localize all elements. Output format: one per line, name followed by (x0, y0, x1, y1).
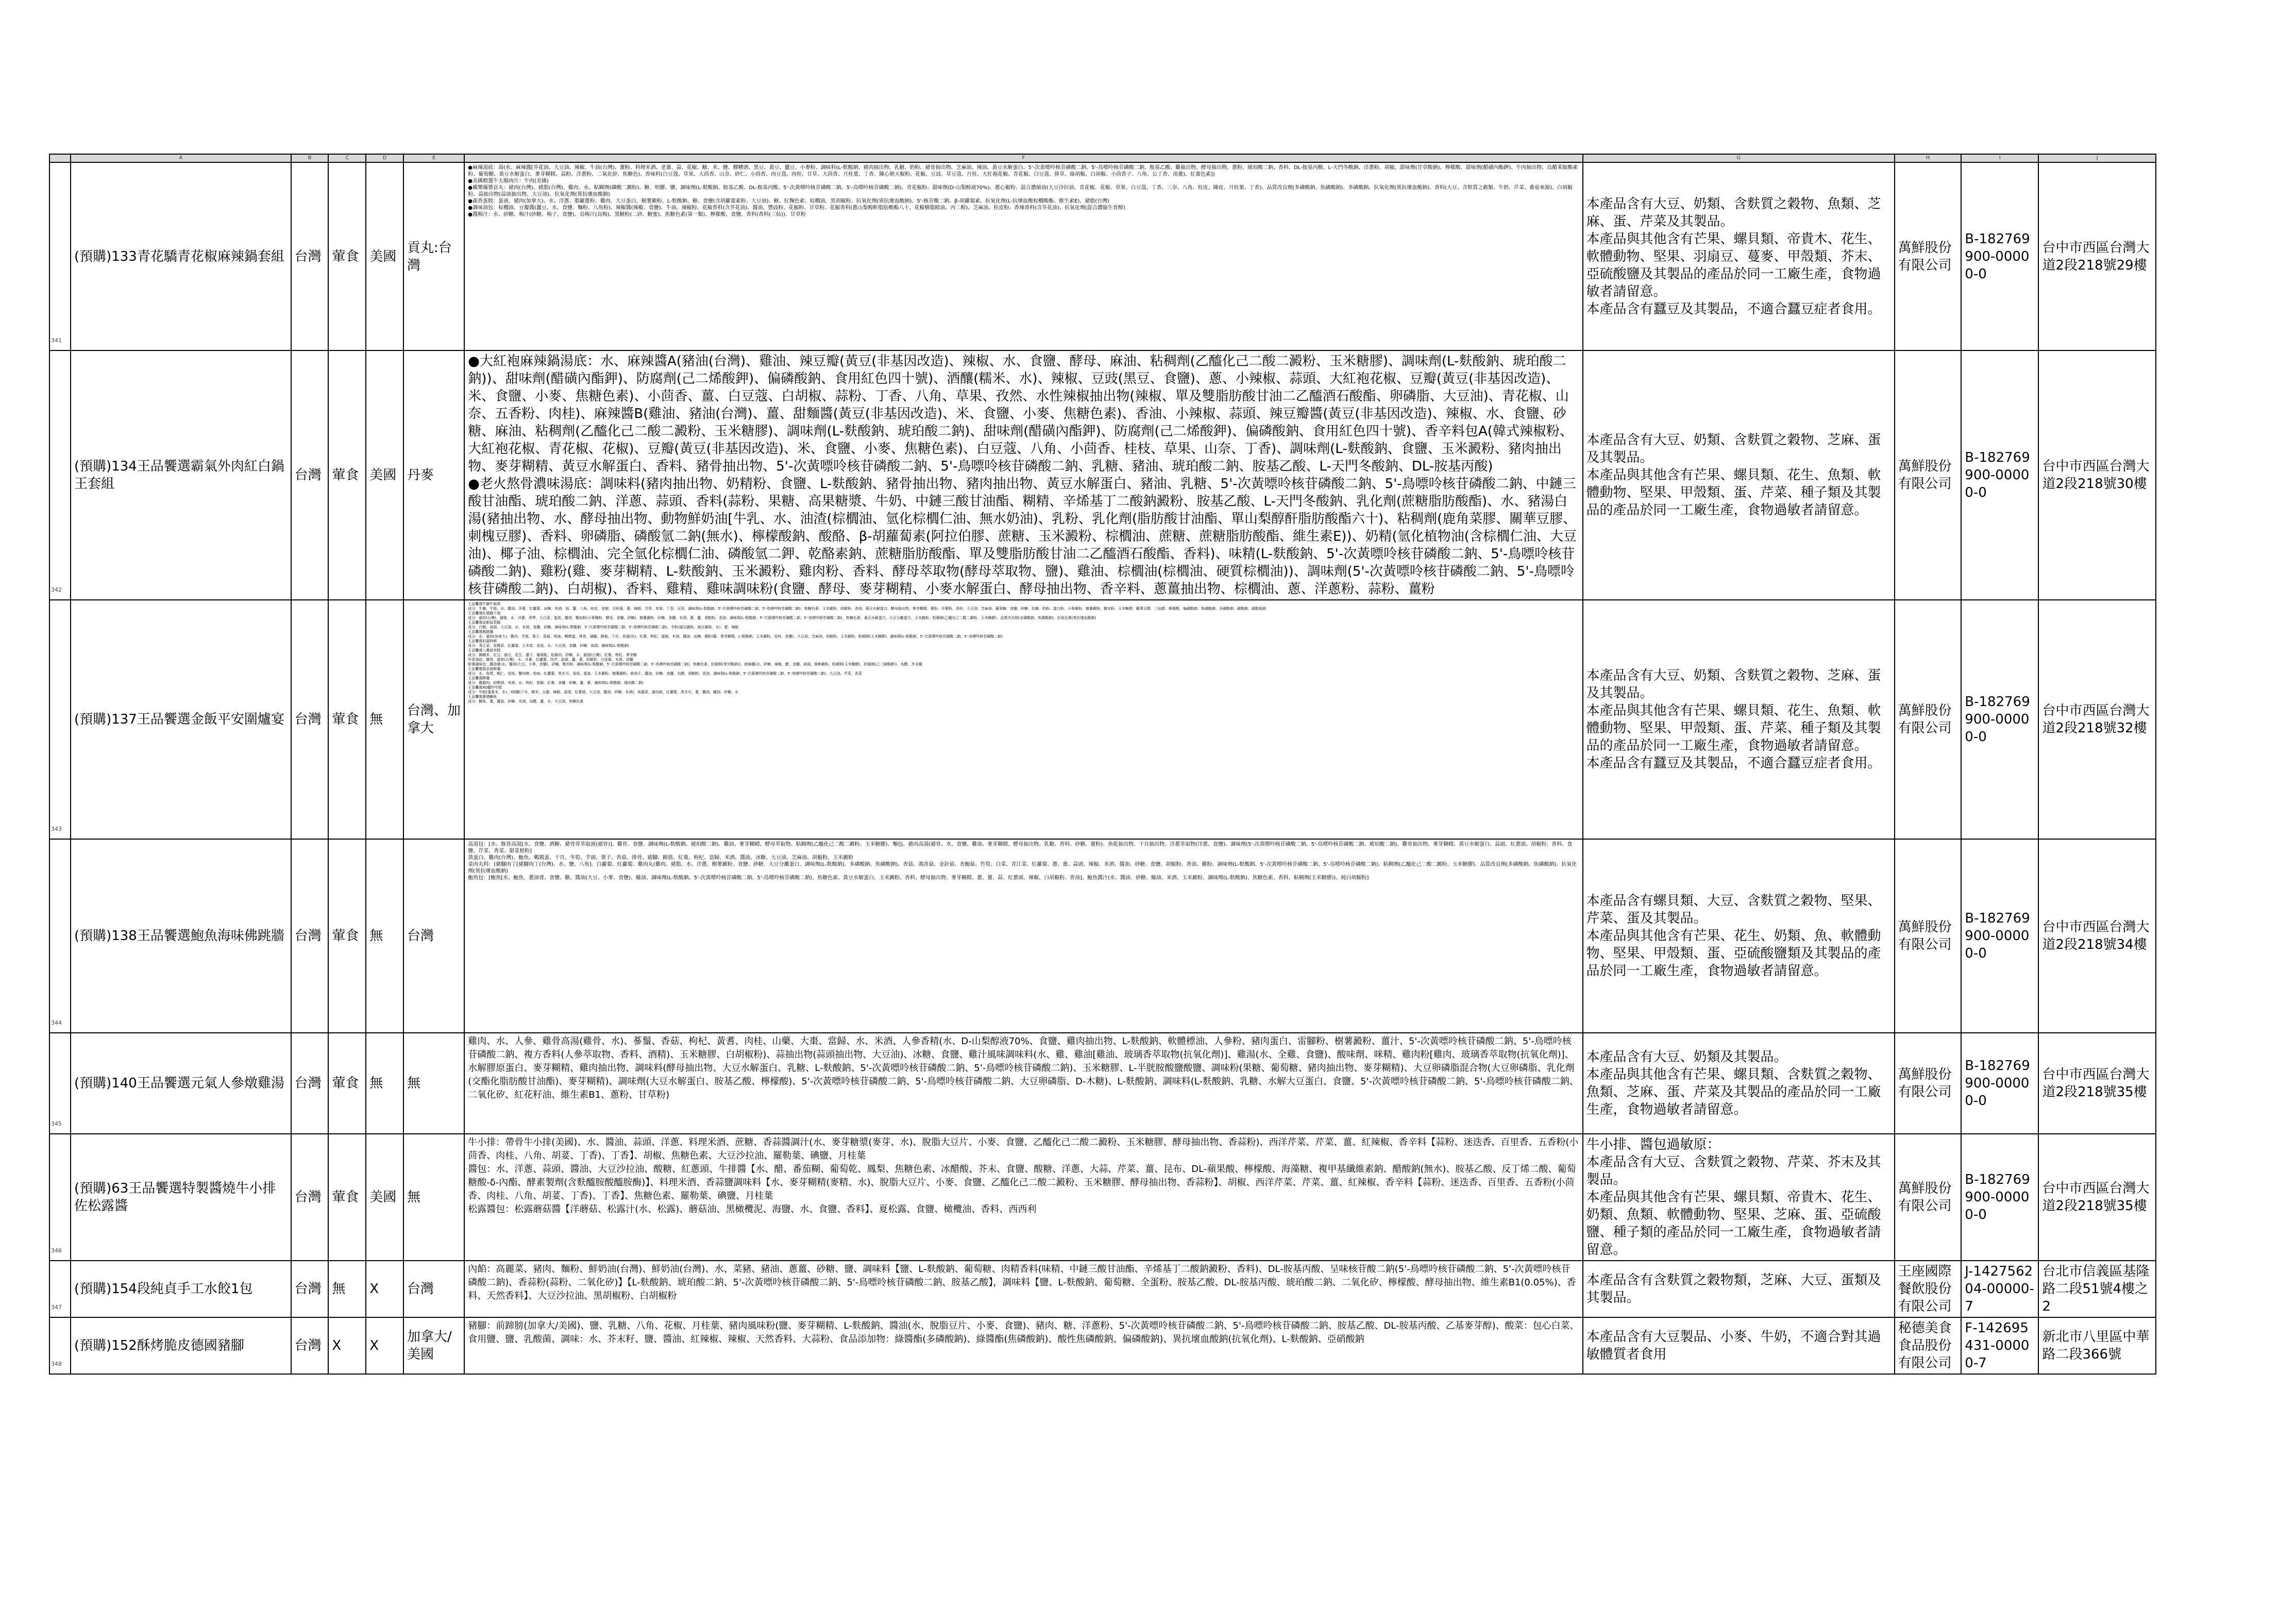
ingredient-line: 成分：牛腩、牛筋、水、醬油、洋蔥、紅蘿蔔、冰糖、米酒、蒜、薑、八角、桂皮、花椒、月桂葉、蔥、辣椒、甘草、草果、丁香、豆豉、調味劑(L-麩酸鈉、5'-次黃嘌呤核苷磷酸二鈉、5'-鳥嘌呤核苷磷酸二鈉)、焦糖色素、玉米澱粉、胡椒粉、香油、黃豆水解蛋白、酵母抽出物、麥芽糊精、蔥粉、洋蔥粉、香料、大豆油、芝麻油、葡萄糖、食鹽、砂糖、乳糖、奶粉、蛋白粉、小麥澱粉、樹薯澱粉、糯米粉、玉米糖膠、關華豆膠、三仙膠、檸檬酸、偏磷酸鈉、焦磷酸鈉、多磷酸鈉、碳酸鈉、碳酸氫鈉 (468, 607, 1266, 611)
ingredients-cell[interactable] (464, 1134, 1582, 1261)
ingredients-cell[interactable] (464, 350, 1582, 600)
table-row (49, 1033, 2156, 1134)
ingredients-cell[interactable] (464, 1261, 1582, 1317)
ingredient-line: 王品饗選牛腩牛筋煲 (468, 602, 501, 606)
row-number[interactable]: 346 (49, 1134, 71, 1261)
product-name-cell[interactable]: (預購)152酥烤脆皮德國豬腳 (71, 1317, 291, 1374)
row-number[interactable]: 348 (49, 1317, 71, 1374)
allergen-line: 本產品含有大豆、奶類、含麩質之穀物、芝麻、蛋及其製品。 (1586, 432, 1881, 465)
meat-origin-cell[interactable]: 無 (366, 1033, 403, 1134)
beef-pork-origin-cell[interactable]: 貢丸:台灣 (403, 162, 464, 350)
allergen-cell[interactable] (1583, 1033, 1895, 1134)
ingredient-line: 成分：雞腿肉、紹興酒、米酒、水、枸杞、當歸、紅棗、食鹽、砂糖、薑、蔥、調味劑(L-麩酸鈉、琥珀酸二鈉) (468, 681, 644, 685)
column-header-a[interactable]: A (71, 154, 291, 162)
column-header-b[interactable]: B (291, 154, 329, 162)
allergen-cell[interactable] (1583, 1134, 1895, 1261)
allergen-line: 本產品含有含麩質之穀物類，芝麻、大豆、蛋類及其製品。 (1586, 1273, 1881, 1305)
product-name-cell[interactable]: (預購)154段純貞手工水餃1包 (71, 1261, 291, 1317)
origin-cell[interactable]: 台灣 (291, 600, 329, 839)
ingredient-line: 雞肉、水、人參、雞骨高湯(雞骨、水)、蔘鬚、香菇、枸杞、黃耆、肉桂、山藥、大棗、當歸、水、米酒、人參香精(水、D-山梨醇液70%、食鹽、雞肉抽出物、L-麩酸鈉、軟體標油、人參粉、豬肉蛋白、雷腳粉、樹薯澱粉、薑汁、5'-次黃嘌呤核苷磷酸二鈉、5'-鳥嘌呤核苷磷酸二鈉、複方香料(人參萃取物、香料、酒精)、玉米糖膠、白胡椒粉)、蒜抽出物(蒜頭抽出物、大豆油)、冰糖、食鹽、雞汁風味調味料(水、雞、雞油[雞油、玻璃香萃取物(抗氧化劑)]、雞湯(水、全雞、食鹽)、酸味劑、咪精、雞肉粉[雞肉、玻璃香萃取物(抗氧化劑)]、水解膠原蛋白、麥芽糊精、雞肉抽出物、調味料(酵母抽出物、大豆水解蛋白、乳糖、L-麩酸鈉、5'-次黃嘌呤核苷磷酸二鈉、5'-鳥嘌呤核苷磷酸二鈉)、玉米糖膠、L-半胱胺酸鹽酸鹽、調味粉(果糖、葡萄糖、豬肉抽出物、麥芽糊精)、大豆卵磷脂混合物(大豆卵磷脂、乳化劑(交酯化脂肪酸甘油酯)、麥芽糊精)、調味劑(大豆水解蛋白、胺基乙酸、檸檬酸)、5'-次黃嘌呤核苷磷酸二鈉、5'-鳥嘌呤核苷磷酸二鈉、大豆卵磷脂、D-木糖)、L-麩酸鈉、調味料(L-麩酸鈉、乳糖、水解大豆蛋白、食鹽、5'-次黃嘌呤核苷磷酸二鈉、5'-鳥嘌呤核苷磷酸二鈉、二氧化矽、紅花籽油、維生素B1、蔥粉、甘草粉) (468, 1036, 1579, 1100)
ingredient-line: 成分：年糕(蓬萊米、水)、XO醬(干貝、蝦米、火腿、辣椒、蒜頭、紅蔥頭、大豆油、醬油、砂糖、米酒)、高麗菜、豬肉絲、紅蘿蔔、黑木耳、蔥、醬油、蠔油、砂糖、水 (468, 690, 739, 694)
allergen-line: 本產品與其他含有芒果、螺貝類、含麩質之穀物、魚類、芝麻、蛋、芹菜及其製品的產品於同一工廠生產，食物過敏者請留意。 (1586, 1067, 1881, 1117)
ingredient-line: 年菜湯底：雞骨、豬骨(台灣)、水、洋蔥、紅蘿蔔、西芹、蒜頭、薑、蔥、胡椒粒、月桂葉、米酒、食鹽 (468, 658, 633, 662)
product-name-cell[interactable]: (預購)137王品饗選金飯平安圍爐宴 (71, 600, 291, 839)
company-cell[interactable]: 萬鮮股份有限公司 (1895, 350, 1962, 600)
ingredient-line: 王品饗選XO醬炒年糕 (468, 685, 502, 690)
column-header-c[interactable]: C (328, 154, 366, 162)
company-cell[interactable]: 萬鮮股份有限公司 (1895, 839, 1962, 1033)
address-cell[interactable]: 新北市八里區中華路二段366號 (2038, 1317, 2156, 1374)
ingredient-line: 成分：水、魚漿、蝦仁、花枝、蟹肉棒、筍絲、紅蘿蔔、黑木耳、香菇、蛋液、玉米澱粉、樹薯澱粉、柴魚片、醬油、砂糖、食鹽、烏醋、胡椒粉、香油、調味劑(L-麩酸鈉、5'-次黃嘌呤核苷磷酸二鈉、5'-鳥嘌呤核苷磷酸二鈉)、大豆油、芹菜、香菜 (468, 672, 862, 676)
origin-cell[interactable]: 台灣 (291, 1134, 329, 1261)
beef-pork-origin-cell[interactable]: 無 (403, 1033, 464, 1134)
ingredient-line: 成分：白蝦、蒜頭、大豆油、水、米酒、食鹽、砂糖、調味劑(L-麩酸鈉、5'-次黃嘌呤核苷磷酸二鈉、5'-鳥嘌呤核苷磷酸二鈉)、冬粉(綠豆澱粉、豌豆澱粉、水)、蔥、辣椒 (468, 625, 739, 629)
beef-pork-origin-cell[interactable]: 無 (403, 1134, 464, 1261)
category-cell[interactable]: 葷食 (328, 350, 366, 600)
column-header-row (49, 154, 2156, 162)
allergen-line: 本產品含有大豆、含麩質之穀物、芹菜、芥末及其製品。 (1586, 1154, 1881, 1187)
company-cell[interactable]: 萬鮮股份有限公司 (1895, 162, 1962, 350)
meat-origin-cell[interactable]: 無 (366, 839, 403, 1033)
table-row (49, 600, 2156, 839)
origin-cell[interactable]: 台灣 (291, 350, 329, 600)
product-table (49, 154, 2156, 1375)
category-cell[interactable]: 葷食 (328, 162, 366, 350)
origin-cell[interactable]: 台灣 (291, 839, 329, 1033)
row-number[interactable]: 341 (49, 162, 71, 350)
column-header-h[interactable]: H (1895, 154, 1962, 162)
allergen-cell[interactable] (1583, 1317, 1895, 1374)
category-cell[interactable]: 葷食 (328, 600, 366, 839)
allergen-cell[interactable] (1583, 1261, 1895, 1317)
ingredient-line: 成分：豬肉(台灣)、豬脂、水、洋蔥、荸薺、大白菜、蛋液、醬油、麵包粉(小麥麵粉、酵母、食鹽、砂糖)、樹薯澱粉、砂糖、食鹽、米酒、蔥、薑、胡椒粉、香油、調味劑(L-麩酸鈉、5'-次黃嘌呤核苷磷酸二鈉、5'-鳥嘌呤核苷磷酸二鈉)、焦糖色素、黃豆水解蛋白、大豆分離蛋白、玉米澱粉、粘稠劑(乙醯化己二酸二澱粉、玉米糖膠)、品質改良劑(多磷酸鈉、焦磷酸鈉)、抗氧化劑(異抗壞血酸鈉) (468, 616, 1096, 620)
column-header-g[interactable]: G (1583, 154, 1895, 162)
ingredient-line: 成分：水、豬肉(加拿大)、雞肉、芋頭、栗子、香菇、筍絲、鵪鶉蛋、排骨、豬腳、蹄筋、干貝、魚翅(仿)、紅棗、枸杞、當歸、米酒、醬油、冰糖、雞粉(雞、麥芽糊精、L-麩酸鈉、玉米澱粉、香料、食鹽)、大豆油、芝麻油、胡椒粉、玉米澱粉、粘稠劑(玉米糖膠)、調味劑(L-麩酸鈉、5'-次黃嘌呤核苷磷酸二鈉、5'-鳥嘌呤核苷磷酸二鈉) (468, 634, 1003, 639)
beef-pork-origin-cell[interactable]: 台灣 (403, 1261, 464, 1317)
column-header-d[interactable]: D (366, 154, 403, 162)
origin-cell[interactable]: 台灣 (291, 1261, 329, 1317)
company-cell[interactable]: 秘德美食食品股份有限公司 (1895, 1317, 1962, 1374)
meat-origin-cell[interactable]: 美國 (366, 1134, 403, 1261)
table-row (49, 1134, 2156, 1261)
origin-cell[interactable]: 台灣 (291, 1317, 329, 1374)
company-cell[interactable]: 萬鮮股份有限公司 (1895, 1033, 1962, 1134)
ingredient-line: 鮑魚包：[鮑魚[水、鮑魚、蔥油膏、食鹽、糖、醬油(大豆、小麥、食鹽)、蠔油、調味劑(L-麩酸鈉、5'-次黃嘌呤核苷磷酸二鈉、5'-鳥嘌呤核苷磷酸二鈉)、焦糖色素、黃豆水解蛋白、玉米澱粉、香料、酵母抽出物、麥芽糊精、蔥、薑、蒜、紅蔥頭、辣椒、白胡椒粉、香油]、鮑魚醬汁(水、醬油、砂糖、蠔油、米酒、玉米澱粉、調味劑(L-麩酸鈉)、焦糖色素、香料、粘稠劑(玉米糖膠))、純白胡椒粉] (468, 875, 1369, 881)
column-header-i[interactable]: I (1961, 154, 2038, 162)
spreadsheet (49, 154, 2156, 1375)
ingredient-line: 王品饗選醉雞 (468, 676, 490, 680)
meat-origin-cell[interactable]: 無 (366, 600, 403, 839)
category-cell[interactable]: 無 (328, 1261, 366, 1317)
ingredients-cell[interactable] (464, 600, 1582, 839)
table-row (49, 162, 2156, 350)
category-cell[interactable]: X (328, 1317, 366, 1374)
column-header-j[interactable]: J (2038, 154, 2156, 162)
origin-cell[interactable]: 台灣 (291, 162, 329, 350)
beef-pork-origin-cell[interactable]: 加拿大/美國 (403, 1317, 464, 1374)
beef-pork-origin-cell[interactable]: 台灣 (403, 839, 464, 1033)
ingredient-line: 菜肉丸料：(豬腳肉丁[豬腳肉丁(台灣)、水、鹽、八角]、白蘿蔔、紅蘿蔔、雞肉丸(雞肉、豬脂、水、洋蔥、樹薯澱粉、食鹽、砂糖、大豆分離蛋白、調味劑(L-麩酸鈉)、多磷酸鈉、焦磷酸鈉)、香菇、鴻喜菇、金針菇、杏鮑菇、竹筍、白菜、青江菜、紅蘿蔔、蔥、薑、蒜頭、辣椒、米酒、醬油、砂糖、食鹽、胡椒粉、香油、雞粉、調味劑(L-麩酸鈉、5'-次黃嘌呤核苷磷酸二鈉、5'-鳥嘌呤核苷磷酸二鈉)、粘稠劑(乙醯化己二酸二澱粉、玉米糖膠)、品質改良劑(多磷酸鈉、焦磷酸鈉)、抗氧化劑(異抗壞血酸鈉) (468, 862, 1577, 874)
product-name-cell[interactable]: (預購)133青花驕青花椒麻辣鍋套組 (71, 162, 291, 350)
beef-pork-origin-cell[interactable]: 丹麥 (403, 350, 464, 600)
ingredient-line: 王品饗選黃金海鮮羹 (468, 667, 501, 671)
ingredient-line: ●大紅袍麻辣鍋湯底：水、麻辣醬A(豬油(台灣)、雞油、辣豆瓣(黃豆(非基因改造)、辣椒、水、食鹽、酵母、麻油、粘稠劑(乙醯化己二酸二澱粉、玉米糖膠)、調味劑(L-麩酸鈉、琥珀酸二鈉))、甜味劑(醋磺內酯鉀)、防腐劑(己二烯酸鉀)、偏磷酸鈉、食用紅色四十號)、酒釀(糯米、水)、辣椒、豆豉(黑豆、食鹽)、蔥、小辣椒、蒜頭、大紅袍花椒、豆瓣(黃豆(非基因改造)、米、食鹽、小麥、焦糖色素)、小茴香、薑、白豆蔻、白胡椒、蒜粉、丁香、八角、草果、孜然、水性辣椒抽出物(辣椒、單及雙脂肪酸甘油二乙醯酒石酸酯、卵磷脂、大豆油)、青花椒、山奈、五香粉、肉桂)、麻辣醬B(雞油、豬油(台灣)、薑、甜麵醬(黃豆(非基因改造)、米、食鹽、小麥、焦糖色素)、香油、小辣椒、蒜頭、辣豆瓣醬(黃豆(非基因改造)、辣椒、水、食鹽、砂糖、麻油、粘稠劑(乙醯化己二酸二澱粉、玉米糖膠)、調味劑(L-麩酸鈉、琥珀酸二鈉)、甜味劑(醋磺內酯鉀)、防腐劑(己二烯酸鉀)、偏磷酸鈉、食用紅色四十號)、香辛料包A(韓式辣椒粉、大紅袍花椒、青花椒、花椒)、豆瓣(黃豆(非基因改造)、米、食鹽、小麥、焦糖色素)、白豆蔻、八角、小茴香、桂枝、草果、山奈、丁香)、調味劑(L-麩酸鈉、食鹽、玉米澱粉、豬肉抽出物、麥芽糊精、黃豆水解蛋白、香料、豬骨抽出物、5'-次黃嘌呤核苷磷酸二鈉、5'-鳥嘌呤核苷磷酸二鈉、乳糖、豬油、琥珀酸二鈉、胺基乙酸、L-天門冬酸鈉、DL-胺基丙酸) (468, 354, 1573, 474)
ingredient-line: ●老火熬骨濃味湯底：調味料(豬肉抽出物、奶精粉、食鹽、L-麩酸鈉、豬骨抽出物、豬肉抽出物、黃豆水解蛋白、豬油、乳糖、5'-次黃嘌呤核苷磷酸二鈉、5'-鳥嘌呤核苷磷酸二鈉、中鏈三酸甘油酯、琥珀酸二鈉、洋蔥、蒜頭、香料(蒜粉、果糖、高果糖漿、牛奶、中鏈三酸甘油酯、糊精、辛烯基丁二酸鈉澱粉、胺基乙酸、L-天門冬酸鈉、乳化劑(蔗糖脂肪酸酯)、水、豬湯白湯(豬抽出物、水、酵母抽出物、動物鮮奶油[牛乳、水、油渣(棕櫚油、氫化棕櫚仁油、無水奶油)、乳粉、乳化劑(脂肪酸甘油酯、單山梨醇酐脂肪酸酯六十)、粘稠劑(鹿角菜膠、關華豆膠、刺槐豆膠)、香料、卵磷脂、磷酸氫二鈉(無水)、檸檬酸鈉、酸酪、β-胡蘿蔔素(阿拉伯膠、蔗糖、玉米澱粉、棕櫚油、蔗糖、蔗糖脂肪酸酯、維生素E))、奶精(氫化植物油(含棕櫚仁油、大豆油)、椰子油、棕櫚油、完全氫化棕櫚仁油、磷酸氫二鉀、乾酪素鈉、蔗糖脂肪酸酯、單及雙脂肪酸甘油二乙醯酒石酸酯、香料)、味精(L-麩酸鈉、5'-次黃嘌呤核苷磷酸二鈉、5'-鳥嘌呤核苷磷酸二鈉)、雞粉(雞、麥芽糊精、L-麩酸鈉、玉米澱粉、雞肉粉、香料、酵母萃取物(酵母萃取物、鹽)、雞油、棕櫚油(棕櫚油、硬質棕櫚油))、調味劑(5'-次黃嘌呤核苷磷酸二鈉、5'-鳥嘌呤核苷磷酸二鈉)、白胡椒)、香料、雞精、雞味調味粉(食鹽、酵母、麥芽糊精、小麥水解蛋白、酵母抽出物、香辛料、蔥薑抽出物、棕櫚油、蔥、洋蔥粉、蒜粉、薑粉 (468, 476, 1577, 597)
allergen-cell[interactable] (1583, 600, 1895, 839)
ingredient-line: ●戴樂爆漿貢丸：豬肉(台灣)、豬脂(台灣)、雞肉、水、粘糊劑(磷酸二澱粉)、糖、明膠、鹽、調味劑(L-麩酸鈉、胺基乙酸、DL-胺基丙酸、5'-次黃嘌呤核苷磷酸二鈉、5'-鳥嘌呤核苷磷酸二鈉)、青花椒粉、甜味劑(D-山梨醇液70%)、蔥心椒粉、混合濃縮油(大豆沙拉油、青花椒、花椒、草果、白豆蔻、丁香、三奈、八角、桂皮、陳皮、月桂葉、丁香)、品質改良劑(多磷酸鈉、焦磷酸鈉)、多磷酸鈉、抗氧化劑(異抗壞血酸鈉)、香料(大豆、含麩質之穀類、牛奶、芹菜、番茄來源)、白胡椒粉、蒜抽出物(蒜頭抽出物、大豆油)、抗氧化劑(異抗壞血酸鈉) (468, 185, 1573, 197)
allergen-line: 本產品含有大豆、奶類、含麩質之穀物、魚類、芝麻、蛋、芹菜及其製品。 (1586, 196, 1881, 229)
category-cell[interactable]: 葷食 (328, 839, 366, 1033)
registration-number-cell[interactable]: B-182769900-00000-0 (1961, 350, 2038, 600)
table-row (49, 1261, 2156, 1317)
company-cell[interactable]: 萬鮮股份有限公司 (1895, 600, 1962, 839)
row-number[interactable]: 343 (49, 600, 71, 839)
row-number[interactable]: 347 (49, 1261, 71, 1317)
product-name-cell[interactable]: (預購)140王品饗選元氣人參燉雞湯 (71, 1033, 291, 1134)
allergen-cell[interactable] (1583, 839, 1895, 1033)
address-cell[interactable]: 台中市西區台灣大道2段218號34樓 (2038, 839, 2156, 1033)
ingredient-line: 王品饗選彩蔬時鮮 (468, 639, 497, 643)
category-cell[interactable]: 葷食 (328, 1134, 366, 1261)
allergen-line: 本產品含有大豆製品、小麥、牛奶，不適合對其過敏體質者食用 (1586, 1329, 1881, 1362)
ingredient-line: 王品饗選八寶甜米糕 (468, 648, 501, 652)
allergen-line: 本產品含有大豆、奶類及其製品。 (1586, 1049, 1787, 1065)
row-number[interactable]: 342 (49, 350, 71, 600)
registration-number-cell[interactable]: B-182769900-00000-0 (1961, 162, 2038, 350)
ingredient-line: 松露醬包：松露蘑菇醬【洋蘑菇、松露汁(水、松露)、蘑菇油、黑橄欖泥、海鹽、水、食鹽、香料】、夏松露、食鹽、橄欖油、香料、西西利 (468, 1204, 1037, 1215)
ingredient-line: 成分：青江菜、花椰菜、紅蘿蔔、玉米筍、香菇、水、大豆油、食鹽、砂糖、蒜頭、調味劑(L-麩酸鈉) (468, 644, 630, 648)
allergen-line: 本產品含有蠶豆及其製品，不適合蠶豆症者食用。 (1586, 301, 1881, 317)
ingredient-line: 成分：鯽魚、蔥、醬油、砂糖、米酒、烏醋、薑、水、大豆油、焦糖色素 (468, 699, 584, 704)
ingredient-line: 王品饗選佛跳牆 (468, 630, 494, 634)
company-cell[interactable]: 王座國際餐飲股份有限公司 (1895, 1261, 1962, 1317)
ingredient-line: 附餐調味包：醬油膏(水、醬油(大豆、小麥、食鹽)、砂糖、糯米粉、調味劑(L-麩酸鈉、5'-次黃嘌呤核苷磷酸二鈉、5'-鳥嘌呤核苷磷酸二鈉)、焦糖色素、防腐劑(苯甲酸鈉))、甜辣醬(水、砂糖、辣椒、醋、食鹽、蒜頭、修飾澱粉、粘稠劑(玉米糖膠)、防腐劑(己二烯酸鉀))、烏醋、芥末醬 (468, 662, 922, 666)
ingredient-line: ●調味油包：棕櫚油、豆瓣醬(蠶豆、水、食鹽、麵粉、八角粉)、辣椒醬(辣椒、食鹽)、牛油、辣椒粉、花椒香料(含芥花油)、醬油、豐豉粉、花椒粉、甘草粉、花椒香料(蔥山梨醇酐脂肪酸酯八十、花椒樹脂精油、丙二醇)、芝麻油、桂皮粉、香辣香料(含芥花油)、抗氧化劑(混合濃縮生育醇) (468, 205, 1125, 211)
registration-number-cell[interactable]: B-182769900-00000-0 (1961, 600, 2038, 839)
row-number[interactable]: 345 (49, 1033, 71, 1134)
registration-number-cell[interactable]: B-182769900-00000-0 (1961, 1033, 2038, 1134)
product-name-cell[interactable]: (預購)63王品饗選特製醬燒牛小排佐松露醬 (71, 1134, 291, 1261)
ingredient-line: 豬腳：前蹄膀(加拿大/美國)、鹽、乳糖、八角、花椒、月桂葉、豬肉風味粉(鹽、麥芽糊精、L-麩酸鈉、醬油(水、脫脂豆片、小麥、食鹽)、豬肉、糖、洋蔥粉、5'-次黃嘌呤核苷磷酸二鈉、5'-鳥嘌呤核苷磷酸二鈉、胺基乙酸、DL-胺基丙酸、乙基麥芽醇)、酸菜：包心白菜、食用鹽、鹽、乳酸菌、調味：水、芥末籽、鹽、醬油、紅辣椒、辣椒、天然香料、大蒜粉、食品添加物：綠醬酯(多磷酸鈉)、綠醬酯(焦磷酸鈉)、酸性焦磷酸鈉、偏磷酸鈉)、異抗壞血酸鈉(抗氧化劑)、L-麩酸鈉、亞硝酸鈉 (468, 1320, 1579, 1345)
address-cell[interactable]: 台中市西區台灣大道2段218號32樓 (2038, 600, 2156, 839)
meat-origin-cell[interactable]: X (366, 1317, 403, 1374)
allergen-line: 牛小排、醬包過敏原： (1586, 1137, 1720, 1152)
corner-cell (49, 154, 71, 162)
product-name-cell[interactable]: (預購)134王品饗選霸氣外肉紅白鍋王套組 (71, 350, 291, 600)
registration-number-cell[interactable]: B-182769900-00000-0 (1961, 1134, 2038, 1261)
ingredient-line: ●美國精選牛大腸肉片：牛肉(美國) (468, 178, 549, 184)
address-cell[interactable]: 台中市西區台灣大道2段218號35樓 (2038, 1033, 2156, 1134)
ingredients-cell[interactable] (464, 839, 1582, 1033)
ingredient-line: 王品饗選金銀蒜蒸蝦 (468, 621, 501, 625)
allergen-line: 本產品與其他含有芒果、螺貝類、帝貴木、花生、奶類、魚類、軟體動物、堅果、芝麻、蛋、亞硫酸鹽、種子類的產品於同一工廠生產，食物過敏者請留意。 (1586, 1190, 1881, 1258)
table-row (49, 1317, 2156, 1374)
address-cell[interactable]: 台中市西區台灣大道2段218號30樓 (2038, 350, 2156, 600)
allergen-line: 本產品與其他含有芒果、花生、奶類、魚、軟體動物、堅果、甲殼類、蛋、亞硫酸鹽類及其製品的產品於同一工廠生產，食物過敏者請留意。 (1586, 928, 1881, 979)
ingredient-line: 內餡：高麗菜、豬肉、麵粉、鮮奶油(台灣)、鮮奶油(台灣)、水、菜豬、豬油、蔥薑、砂糖、鹽、調味料【鹽、L-麩酸鈉、葡萄糖、肉精香料(味精、中鏈三酸甘油酯、辛烯基丁二酸鈉澱粉、香料)、DL-胺基丙酸、呈味核苷酸二鈉(5'-鳥嘌呤核苷磷酸二鈉、5'-次黃嘌呤核苷磷酸二鈉)、香蒜粉(蒜粉、二氧化矽)】【L-麩酸鈉、琥珀酸二鈉、5'-次黃嘌呤核苷磷酸二鈉、5'-鳥嘌呤核苷磷酸二鈉、胺基乙酸】，調味料【鹽、L-麩酸鈉、葡萄糖、全蛋粉、胺基乙酸、DL-胺基丙酸、琥珀酸二鈉、二氧化矽、檸檬酸、酵母抽出物、維生素B1(0.05%)、香料、天然香料】、大豆沙拉油、黑胡椒粉、白胡椒粉 (468, 1264, 1576, 1301)
ingredient-line: 蒸蛋白、雞肉(台灣)、鮑魚、鵪鶉蛋、干貝、冬筍、芋頭、栗子、香菇、排骨、豬腳、蹄筋、紅棗、枸杞、當歸、米酒、醬油、冰糖、大豆油、芝麻油、胡椒粉、玉米澱粉 (468, 855, 854, 861)
ingredient-line: 高湯包：[水、豚骨高湯[水、食鹽、酒糖、豬骨骨萃取液(豬骨)]、雞骨、食鹽、調味劑(L-麩酸鈉、琥珀酸二鈉)、雞油、麥芽糊精、酵母萃取物、粘稠劑(乙醯化己二酸二澱粉、玉米糖膠)、麵包、豬肉高湯(豬骨、水、食鹽、雞油、麥芽糊精、酵母抽出物、乳糖、香料、砂糖、薑粉)、魚乾抽出物、干貝抽出物、洋蔥萃取物(洋蔥、食鹽)、調味劑(5'-次黃嘌呤核苷磷酸二鈉、5'-鳥嘌呤核苷磷酸二鈉、琥珀酸二鈉)、雞骨抽出物、麥芽糊精、黃豆水解蛋白、蒜頭、紅蔥頭、胡椒粉、香料、食鹽、芹菜、香菜、甜菜根粉] (468, 842, 1573, 854)
allergen-line: 本產品與其他含有芒果、螺貝類、花生、魚類、軟體動物、堅果、甲殼類、蛋、芹菜、種子類及其製品的產品於同一工廠生產，食物過敏者請留意。 (1586, 467, 1881, 518)
address-cell[interactable]: 台中市西區台灣大道2段218號35樓 (2038, 1134, 2156, 1261)
beef-pork-origin-cell[interactable]: 台灣、加拿大 (403, 600, 464, 839)
allergen-line: 本產品含有蠶豆及其製品，不適合蠶豆症者食用。 (1586, 756, 1881, 771)
registration-number-cell[interactable]: J-142756204-00000-7 (1961, 1261, 2038, 1317)
ingredient-line: ●麻辣湯底：湯(水、麻辣醬[芥花油、大豆油、辣椒、牛油(台灣)、薑粉、料理米酒、老薑、蒜、花椒、糖、米、鹽、醪糟酒、黑豆、黃豆、蠶豆、小麥粉、調味料(L-麩酸鈉、豬肉抽出物、乳糖、奶粉、豬骨抽出物、芝麻油、辣油、黃豆水解蛋白、5'-次黃嘌呤核苷磷酸二鈉、5'-鳥嘌呤核苷磷酸二鈉、胺基乙酸、雞抽出物、酵母抽出物、蔥粉、琥珀酸二鈉、香料、DL-胺基丙酸、L-天門冬酸鈉、洋蔥粉、胡椒、甜味劑(甘草酸鈉)、檸檬酸、甜味劑(醋磺內酯鉀)、牛肉抽出物、烏醋苯胺酸素粉、葡萄糖、黃豆水解蛋白、麥芽糊精、蒜粉、洋蔥粉、二氧化矽、焦糖色)、香味料(白豆蔻、草果、大茴香、山奈、砂仁、小茴香、肉豆蔻、肉桂、甘草、大茴香、月桂葉、丁香、陳心朝天椒粉、花椒、豆豉、草豆蔻、月桂、大紅袍花椒、青花椒、白豆蔻、排草、綠胡椒、白胡椒、小茴香子、八角、公丁香、南薑)、紅棗色素]) (468, 165, 1578, 177)
company-cell[interactable]: 萬鮮股份有限公司 (1895, 1134, 1962, 1261)
allergen-cell[interactable] (1583, 162, 1895, 350)
ingredient-line: ●蔬香蛋餃：蛋液、豬肉(加拿大)、水、洋蔥、脂蘿蔥粉、雞肉、大豆蛋白、樹薯澱粉、L-麩酸鈉、糖、食鹽(含胡蘿蔔素粉、大豆油)、糖、紅麴色素、棕櫚油、黑胡椒粉、抗氧化劑(異抗壞血酸鈉)、5'-核苷酸二鈉、β-胡蘿蔔素、抗氧化劑(L-抗壞血酸棕櫚酸酯、維生素E)、豬脂(台灣) (468, 198, 1110, 204)
meat-origin-cell[interactable]: 美國 (366, 162, 403, 350)
ingredients-cell[interactable] (464, 1033, 1582, 1134)
table-row (49, 350, 2156, 600)
allergen-cell[interactable] (1583, 350, 1895, 600)
ingredient-line: 醬包：水、洋蔥、蒜頭、醬油、大豆沙拉油、酸糖、紅蔥頭、牛排醬【水、醋、番茄糊、葡萄乾、鳳梨、焦糖色素、冰醋酸、芥末、食鹽、酸糖、洋蔥、大蒜、芹菜、薑、昆布、DL-蘋果酸、檸檬酸、海藻糖、複甲基纖維素鈉、醋酸鈉(無水)、胺基乙酸、反丁烯二酸、葡萄糖酸-δ-內酯、酵素製劑(含麩醯胺酸醯胺酶)】、料理米酒、香蒜鹽調味料【水、麥芽糊精(麥精、水)、脫脂大豆片、小麥、食鹽、乙醯化己二酸二澱粉、玉米糖膠、酵母抽出物、香蒜粉】、胡椒、西洋芹菜、芹菜、薑、紅辣椒、香辛料【蒜粉、迷迭香、百里香、五香粉(小茴香、肉桂、八角、胡荽、丁香)、丁香】、焦糖色素、羅勒葉、碘鹽、月桂葉 (468, 1164, 1576, 1201)
allergen-line: 本產品含有大豆、奶類、含麩質之穀物、芝麻、蛋及其製品。 (1586, 668, 1881, 701)
column-header-f[interactable]: F (464, 154, 1582, 162)
address-cell[interactable]: 台中市西區台灣大道2段218號29樓 (2038, 162, 2156, 350)
ingredient-line: ●醬梅汁：水、砂糖、梅汁(砂糖、梅子、食鹽)、烏梅汁(烏梅)、黑糖粉(二砂、糖蜜)、焦糖色素(第一類)、檸檬酸、食鹽、香料(香料(三仙))、甘草粉 (468, 212, 806, 217)
table-row (49, 839, 2156, 1033)
ingredients-cell[interactable] (464, 162, 1582, 350)
row-number[interactable]: 344 (49, 839, 71, 1033)
allergen-line: 本產品含有螺貝類、大豆、含麩質之穀物、堅果、芹菜、蛋及其製品。 (1586, 893, 1881, 926)
meat-origin-cell[interactable]: 美國 (366, 350, 403, 600)
ingredient-line: 成分：圓糯米、紅豆、綠豆、花生、蓮子、葡萄乾、桂圓肉、砂糖、水、豬油(台灣)、紅棗、枸杞、麥芽糖 (468, 653, 637, 657)
category-cell[interactable]: 葷食 (328, 1033, 366, 1134)
ingredient-line: 牛小排：帶骨牛小排(美國)、水、醬油、蒜頭、洋蔥、料理米酒、蔗糖、香蒜醬調汁(水、麥芽糖漿(麥芽、水)、脫脂大豆片、小麥、食鹽、乙醯化己二酸二澱粉、玉米糖膠、酵母抽出物、香蒜粉)、西洋芹菜、芹菜、薑、紅辣椒、香辛料【蒜粉、迷迭香、百里香、五香粉(小茴香、肉桂、八角、胡荽、丁香)、丁香】、胡椒、焦糖色素、大豆沙拉油、羅勒葉、碘鹽、月桂葉 (468, 1137, 1579, 1161)
registration-number-cell[interactable]: F-142695431-00000-7 (1961, 1317, 2038, 1374)
column-header-e[interactable]: E (403, 154, 464, 162)
product-name-cell[interactable]: (預購)138王品饗選鮑魚海味佛跳牆 (71, 839, 291, 1033)
origin-cell[interactable]: 台灣 (291, 1033, 329, 1134)
meat-origin-cell[interactable]: X (366, 1261, 403, 1317)
registration-number-cell[interactable]: B-182769900-00000-0 (1961, 839, 2038, 1033)
allergen-line: 本產品與其他含有芒果、螺貝類、帝貴木、花生、軟體動物、堅果、羽扇豆、蔓麥、甲殼類、芥末、亞硫酸鹽及其製品的產品於同一工廠生產，食物過敏者請留意。 (1586, 231, 1881, 299)
allergen-line: 本產品與其他含有芒果、螺貝類、花生、魚類、軟體動物、堅果、甲殼類、蛋、芹菜、種子類及其製品的產品於同一工廠生產，食物過敏者請留意。 (1586, 703, 1881, 754)
ingredients-cell[interactable] (464, 1317, 1582, 1374)
ingredient-line: 王品饗選紅燒獅子頭 (468, 611, 501, 615)
address-cell[interactable]: 台北市信義區基隆路二段51號4樓之2 (2038, 1261, 2156, 1317)
ingredient-line: 王品饗選蔥燒鯽魚 (468, 695, 497, 699)
